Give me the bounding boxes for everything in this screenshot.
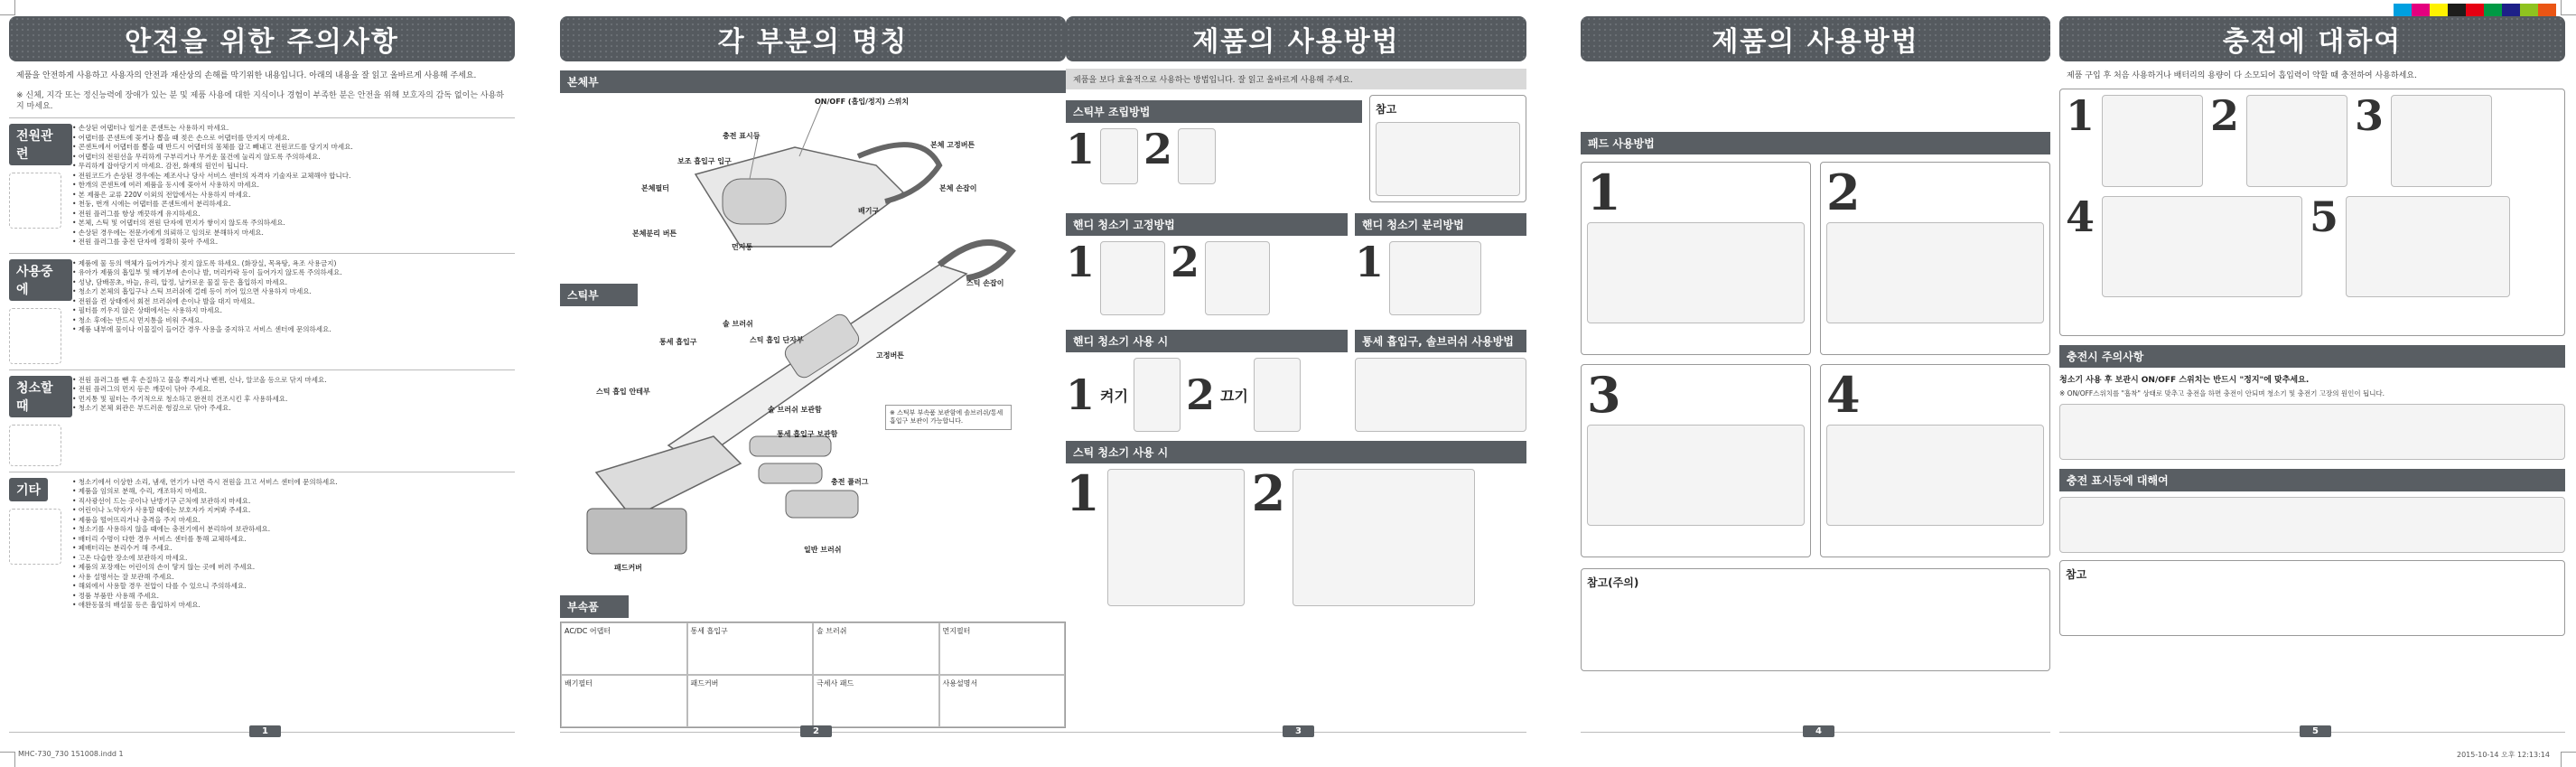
section-tag: 사용중에	[9, 259, 72, 301]
accessory-manual: 사용설명서	[939, 675, 1066, 727]
off-label: 끄기	[1219, 387, 1248, 405]
indicator-image	[2059, 497, 2565, 553]
page-parts	[560, 16, 1066, 739]
label-stick-handle: 스틱 손잡이	[966, 279, 1004, 287]
label-body-handle: 본체 손잡이	[939, 184, 977, 192]
page-usage-1	[1066, 16, 1526, 739]
section-band: 핸디 청소기 사용 시	[1066, 330, 1348, 352]
pad-step-1: 1	[1581, 162, 1811, 355]
label-inlet: 보조 흡입구 입구	[677, 157, 732, 165]
label-charge-indicator: 충전 표시등	[723, 132, 761, 140]
note-box	[2059, 560, 2565, 636]
section-band: 스틱부 조립방법	[1066, 100, 1362, 123]
page-number: 1	[249, 725, 281, 737]
section-cleaning	[9, 369, 515, 472]
section-band-body: 본체부	[560, 70, 1066, 93]
section-body: • 청소기에서 이상한 소리, 냄새, 연기가 나면 즉시 전원을 끄고 서비스 센터에 문의하세요. • 제품을 임의로 분해, 수리, 개조하지 마세요. • 직사광선이 드는 곳이나 난방기구 근처에 보관하지 마세요. • 어린이나 노약자가 사용할 때에는 보호자가 지켜봐 주세요. • 제품을 떨어뜨리거나 충격을 주지 마세요. • 청소기를 사용하지 않을 때에는 충전기에서 분리하여 보관하세요. • 배터리 수명이 다한 경우 서비스 센터를 통해 교체하세요. • 폐배터리는 분리수거 해 주세요. • 고온 다습한 장소에 보관하지 마세요. • 제품의 포장재는 어린이의 손이 닿지 않는 곳에 버려 주세요. • 사용 설명서는 잘 보관해 주세요. • 해외에서 사용할 경우 전압이 다를 수 있으니 주의하세요. • 정품 부품만 사용해 주세요. • 애완동물의 배설물 등은 흡입하지 마세요.	[72, 477, 338, 609]
intro-text: 제품을 안전하게 사용하고 사용자의 안전과 재산상의 손해를 막기위한 내용입니다. 아래의 내용을 잘 읽고 올바르게 사용해 주세요.	[16, 71, 477, 80]
handy-use-section: 핸디 청소기 사용 시 1 켜기 2 끄기	[1066, 324, 1348, 432]
label-stick-inlet: 스틱 흡입 단자부	[750, 336, 804, 344]
section-band: 스틱 청소기 사용 시	[1066, 441, 1526, 463]
page-title: 제품의 사용방법	[1066, 16, 1526, 61]
section-tag: 기타	[9, 478, 48, 501]
assembly-section: 스틱부 조립방법 1 2	[1066, 95, 1362, 202]
page-safety	[9, 16, 515, 739]
plug-illustration	[9, 173, 61, 229]
pad-step-2: 2	[1820, 162, 2050, 355]
note-title: 참고	[2066, 568, 2087, 581]
accessory-exhaust-filter: 배기필터	[561, 675, 687, 727]
caution-image	[2059, 404, 2565, 460]
page-number: 2	[800, 725, 832, 737]
label-general-brush: 일반 브러쉬	[804, 546, 842, 554]
caution-text: 청소기 사용 후 보관시 ON/OFF 스위치는 반드시 "정지"에 맞추세요.	[2059, 376, 2310, 385]
page-number: 4	[1803, 725, 1834, 737]
section-body: • 손상된 어댑터나 헐거운 콘센트는 사용하지 마세요. • 어댑터를 콘센트에 꽂거나 뽑을 때 젖은 손으로 어댑터를 만지지 마세요. • 콘센트에서 어댑터를 뽑을 때 반드시 어댑터의 몸체를 잡고 빼내고 전원코드를 당기지 마세요. • 어댑터의 전원선을 무리하게 구부리거나 무거운 물건에 눌리지 않도록 주의하세요. • 무리하게 잡아당기지 마세요. 감전, 화재의 원인이 됩니다. • 전원코드가 손상된 경우에는 제조사나 당사 서비스 센터의 자격자 기술자로 교체해야 합니다. • 한개의 콘센트에 여러 제품을 동시에 꽂아서 사용하지 마세요. • 본 제품은 교류 220V 이외의 전압에서는 사용하지 마세요. • 천둥, 번개 시에는 어댑터를 콘센트에서 분리하세요. • 전원 플러그를 항상 깨끗하게 유지하세요. • 본체, 스틱 및 어댑터의 전원 단자에 먼지가 쌓이지 않도록 주의하세요. • 손상된 경우에는 전문가에게 의뢰하고 임의로 분해하지 마세요. • 전원 플러그를 충전 단자에 정확히 꽂아 주세요.	[72, 124, 353, 246]
caution-title: 참고(주의)	[1587, 576, 1639, 589]
accessory-crevice: 통세 흡입구	[687, 622, 814, 675]
file-slug: MHC-730_730 151008.indd 1	[18, 750, 124, 758]
section-band: 핸디 청소기 분리방법	[1355, 213, 1526, 236]
other-illustration	[9, 509, 61, 565]
note-title: 참고	[1376, 103, 1397, 116]
handy-sep-section: 핸디 청소기 분리방법 1	[1355, 208, 1526, 315]
pad-step-3: 3	[1581, 364, 1811, 557]
charging-steps: 1 2 3 4 5	[2059, 89, 2565, 336]
label-stick-bottom: 스틱 흡입 안테부	[596, 388, 650, 396]
section-band: 패드 사용방법	[1581, 132, 2050, 154]
caution-detail: ※ ON/OFF스위치를 "흡착" 상태로 맞추고 충전을 하면 충전이 안되며 청소기 및 충전기 고장의 원인이 됩니다.	[2059, 389, 2385, 398]
page-usage-2	[1581, 16, 2050, 739]
timestamp-slug: 2015-10-14 오후 12:13:14	[2457, 751, 2550, 759]
cleaning-illustration	[9, 425, 61, 466]
intro-bar: 제품을 보다 효율적으로 사용하는 방법입니다. 잘 읽고 올바르게 사용해 주세요.	[1066, 69, 1526, 89]
vacuum-diagram	[560, 93, 1066, 590]
page-title: 안전을 위한 주의사항	[9, 16, 515, 61]
crop-mark	[0, 0, 15, 15]
note-box	[1369, 95, 1526, 202]
section-power	[9, 117, 515, 253]
label-pad-cover: 패드커버	[614, 564, 642, 572]
label-exhaust: 배기구	[858, 207, 880, 215]
parts-diagram	[560, 93, 1066, 590]
page-charging	[2059, 16, 2565, 739]
page-title: 각 부분의 명칭	[560, 16, 1066, 61]
brush-use-section	[1355, 324, 1526, 432]
label-handle-lock: 본체 고정버튼	[930, 141, 975, 149]
handy-fix-section: 핸디 청소기 고정방법 1 2	[1066, 208, 1348, 315]
storage-note: ※ 스틱부 부속품 보관함에 솔브러쉬/통세흡입구 보관이 가능합니다.	[885, 405, 1012, 430]
label-crevice-storage: 통세 흡입구 보관함	[777, 430, 838, 438]
section-tag: 전원관련	[9, 124, 72, 165]
on-label: 켜기	[1100, 387, 1128, 405]
accessory-microfiber-pad: 극세사 패드	[813, 675, 939, 727]
stick-use-section: 스틱 청소기 사용 시 1 2	[1066, 441, 1526, 606]
label-fixed-button: 고정버튼	[876, 351, 904, 360]
accessory-pad-cover: 패드커버	[687, 675, 814, 727]
caution-box	[1581, 568, 2050, 671]
crop-mark	[2561, 752, 2576, 767]
accessory-adapter: AC/DC 어댑터	[561, 622, 687, 675]
section-band-stick: 스틱부	[560, 284, 638, 306]
label-crevice-tool: 통세 흡입구	[659, 338, 697, 346]
page-number: 5	[2300, 725, 2331, 737]
accessory-grid	[560, 622, 1066, 728]
label-body-release: 본체분리 버튼	[632, 229, 677, 238]
crop-mark	[0, 752, 15, 767]
section-tag: 청소할 때	[9, 376, 72, 417]
section-body: • 전원 플러그를 뺀 후 손질하고 물을 뿌리거나 벤젠, 신나, 알코올 등으로 닦지 마세요. • 전원 플러그의 먼지 등은 깨끗이 닦아 주세요. • 먼지통 및 필터는 주기적으로 청소하고 완전히 건조시킨 후 사용하세요. • 청소기 본체 외관은 부드러운 헝겊으로 닦아 주세요.	[72, 375, 327, 412]
intro-warning: ※ 신체, 지각 또는 정신능력에 장애가 있는 분 및 제품 사용에 대한 지식이나 경험이 부족한 분은 안전을 위해 보호자의 감독 없이는 사용하지 마세요.	[16, 91, 504, 111]
label-body-filter: 본체필터	[641, 184, 669, 192]
accessory-brush: 솔 브러쉬	[813, 622, 939, 675]
label-brush: 솔 브러쉬	[723, 320, 753, 328]
label-brush-storage: 솔 브러쉬 보관함	[768, 406, 822, 414]
page-number: 3	[1283, 725, 1314, 737]
label-charge-plug: 충전 플러그	[831, 478, 869, 486]
section-band: 충전시 주의사항	[2059, 345, 2565, 368]
page-title: 충전에 대하여	[2059, 16, 2565, 61]
accessory-dust-filter: 먼지필터	[939, 622, 1066, 675]
label-dust-container: 먼지통	[732, 243, 753, 251]
section-band-accessories: 부속품	[560, 595, 629, 618]
section-band: 충전 표시등에 대해여	[2059, 469, 2565, 491]
vacuum-illustration	[9, 308, 61, 364]
crop-mark	[2561, 0, 2576, 15]
section-body: • 제품에 물 등의 액체가 들어가거나 젖지 않도록 하세요. (화장실, 목욕탕, 욕조 사용금지) • 유아가 제품의 흡입부 및 배기부에 손이나 발, 머리카락 등이 들어가지 않도록 주의하세요. • 성냥, 담배꽁초, 바늘, 유리, 압정, 날카로운 물질 등은 흡입하지 마세요. • 청소기 본체의 흡입구나 스틱 브러쉬에 걸레 등이 끼어 있으면 사용하지 마세요. • 전원을 켠 상태에서 회전 브러쉬에 손이나 발을 대지 마세요. • 필터를 끼우지 않은 상태에서는 사용하지 마세요. • 청소 후에는 반드시 먼지통을 비워 주세요. • 제품 내부에 물이나 이물질이 들어간 경우 사용을 중지하고 서비스 센터에 문의하세요.	[72, 258, 342, 333]
section-band: 통세 흡입구, 솔브러쉬 사용방법	[1355, 330, 1526, 352]
label-power-switch: ON/OFF (흡입/정지) 스위치	[815, 98, 910, 106]
pad-step-4: 4	[1820, 364, 2050, 557]
page-title: 제품의 사용방법	[1581, 16, 2050, 61]
section-other	[9, 472, 515, 616]
intro-text: 제품 구입 후 처음 사용하거나 배터리의 용량이 다 소모되어 흡입력이 약할 때 충전하여 사용하세요.	[2067, 71, 2417, 80]
section-in-use	[9, 253, 515, 369]
section-band: 핸디 청소기 고정방법	[1066, 213, 1348, 236]
